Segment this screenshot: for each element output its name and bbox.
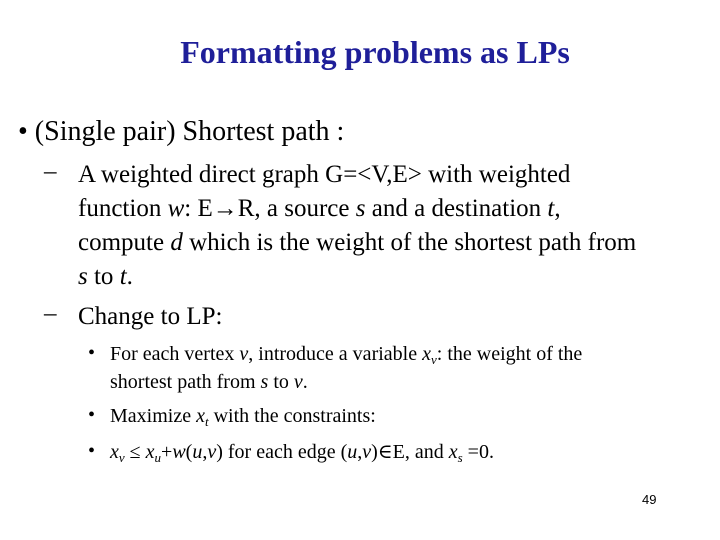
main-bullet: • (Single pair) Shortest path :: [18, 116, 345, 147]
item1-line2-mid2: R, a source: [237, 195, 356, 222]
sub1-mid: , introduce a variable: [248, 343, 423, 365]
sub1-xsub: v: [430, 352, 437, 367]
dash-2: –: [44, 300, 57, 327]
s-symbol: s: [355, 195, 366, 222]
sub3-v: v: [207, 441, 217, 463]
item1-line4: [78, 260, 133, 294]
t-symbol: t: [547, 195, 555, 222]
line4-s-symbol: s: [78, 263, 88, 290]
sub1-line2-s: s: [260, 371, 269, 393]
arrow-symbol: →: [212, 195, 238, 222]
item1-line4-end: .: [126, 263, 133, 290]
sub1-line2-v: v: [293, 371, 303, 393]
sub2-xsub: t: [204, 414, 209, 429]
sub1-end: : the weight of the: [436, 343, 583, 365]
sub3-v2: v: [362, 441, 372, 463]
item1-line2-pre: function: [78, 195, 168, 222]
sub1-x: x: [422, 343, 431, 365]
w-symbol: w: [167, 195, 185, 222]
sub3-in: )∈E, and: [371, 441, 449, 463]
sub3-args1: (: [185, 441, 193, 463]
sub3-u: u: [192, 441, 203, 463]
item1-line3-pre: compute: [78, 229, 171, 256]
sub3-leq: ≤: [124, 441, 146, 463]
item1-line2-mid3: and a destination: [365, 195, 548, 222]
slide-title: Formatting problems as LPs: [180, 34, 570, 70]
item1-line4-mid: to: [87, 263, 120, 290]
item1-line2-mid: : E: [184, 195, 213, 222]
dash-1: –: [44, 158, 57, 185]
sub2-end: with the constraints:: [208, 405, 376, 427]
sub3-x3sub: s: [457, 450, 463, 465]
sub3-u2: u: [347, 441, 358, 463]
sub3-x3: x: [448, 441, 458, 463]
sub3-w: w: [172, 441, 186, 463]
sub1-line2-pre: shortest path from: [110, 371, 261, 393]
sub3-comma: ,: [202, 441, 208, 463]
item1-line2: [78, 192, 561, 226]
item1-line2-end: ,: [554, 195, 561, 222]
sub-bullet-3: •: [88, 440, 96, 462]
sub3-line: [110, 438, 494, 472]
sub3-x1sub: v: [118, 450, 125, 465]
sub2-x: x: [196, 405, 205, 427]
sub3-x2sub: u: [154, 450, 162, 465]
sub2-pre: Maximize: [110, 405, 197, 427]
item2-text: Change to LP:: [78, 303, 223, 330]
page-number: 49: [642, 492, 657, 507]
sub3-comma2: ,: [357, 441, 363, 463]
item1-line1: A weighted direct graph G=<V,E> with weighted: [78, 161, 571, 188]
sub3-x2: x: [145, 441, 155, 463]
sub1-pre: For each vertex: [110, 343, 240, 365]
line4-t-symbol: t: [119, 263, 127, 290]
sub3-args2: ) for each edge (: [216, 441, 348, 463]
sub3-x1: x: [110, 441, 119, 463]
sub1-line2: [110, 368, 308, 396]
item1-line3: [78, 226, 636, 260]
sub3-plus: +: [161, 441, 173, 463]
sub-bullet-2: •: [88, 404, 96, 426]
sub3-end: =0.: [462, 441, 494, 463]
sub1-v: v: [239, 343, 249, 365]
sub1-line2-mid: to: [268, 371, 294, 393]
d-symbol: d: [170, 229, 183, 256]
item1-line3-end: which is the weight of the shortest path from: [182, 229, 637, 256]
sub2-line: [110, 402, 376, 436]
sub1-line2-end: .: [302, 371, 308, 393]
sub-bullet-1: •: [88, 342, 96, 364]
